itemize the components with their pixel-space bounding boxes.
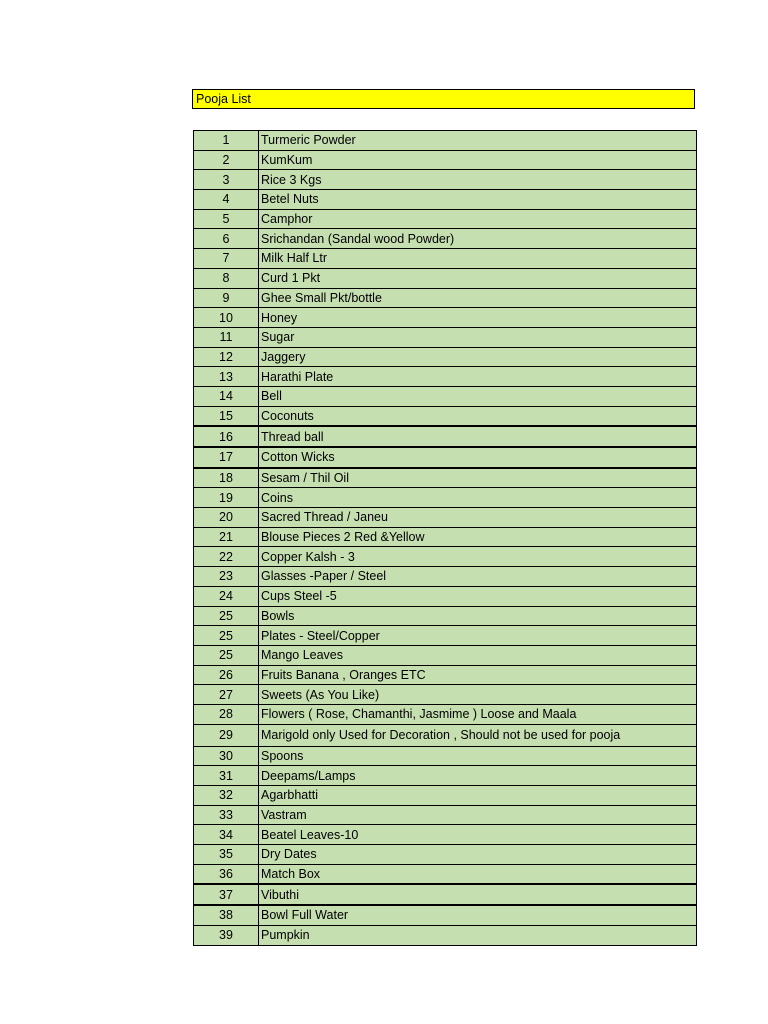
table-row	[194, 766, 697, 786]
item-name: Cups Steel -5	[259, 586, 697, 606]
item-number: 19	[194, 488, 259, 508]
table-body	[194, 131, 697, 946]
item-name: Copper Kalsh - 3	[259, 547, 697, 567]
item-name: Harathi Plate	[259, 367, 697, 387]
table-row	[194, 567, 697, 587]
item-name: Jaggery	[259, 347, 697, 367]
item-number: 2	[194, 150, 259, 170]
table-row	[194, 626, 697, 646]
item-name: Srichandan (Sandal wood Powder)	[259, 229, 697, 249]
item-number: 35	[194, 845, 259, 865]
item-number: 14	[194, 386, 259, 406]
table-row	[194, 665, 697, 685]
item-number: 21	[194, 527, 259, 547]
item-number: 7	[194, 249, 259, 269]
item-name: Milk Half Ltr	[259, 249, 697, 269]
item-name: Coins	[259, 488, 697, 508]
table-row	[194, 864, 697, 884]
item-name: Deepams/Lamps	[259, 766, 697, 786]
pooja-items-table	[193, 130, 697, 946]
table-row	[194, 131, 697, 151]
item-number: 3	[194, 170, 259, 190]
item-number: 36	[194, 864, 259, 884]
item-number: 11	[194, 327, 259, 347]
item-number: 9	[194, 288, 259, 308]
table-row	[194, 925, 697, 945]
item-number: 4	[194, 190, 259, 210]
item-number: 25	[194, 606, 259, 626]
item-name: Honey	[259, 308, 697, 328]
item-name: Sesam / Thil Oil	[259, 468, 697, 488]
table-row	[194, 426, 697, 447]
item-name: KumKum	[259, 150, 697, 170]
item-name: Glasses -Paper / Steel	[259, 567, 697, 587]
item-name: Fruits Banana , Oranges ETC	[259, 665, 697, 685]
item-number: 27	[194, 685, 259, 705]
item-number: 29	[194, 724, 259, 746]
table-row	[194, 327, 697, 347]
table-row	[194, 288, 697, 308]
item-number: 28	[194, 704, 259, 724]
item-name: Vibuthi	[259, 884, 697, 905]
item-number: 1	[194, 131, 259, 151]
table-row	[194, 905, 697, 925]
item-number: 17	[194, 447, 259, 468]
table-row	[194, 746, 697, 766]
table-row	[194, 685, 697, 705]
table-row	[194, 347, 697, 367]
item-number: 15	[194, 406, 259, 426]
table-row	[194, 805, 697, 825]
item-name: Blouse Pieces 2 Red &Yellow	[259, 527, 697, 547]
item-name: Thread ball	[259, 426, 697, 447]
item-number: 30	[194, 746, 259, 766]
item-name: Flowers ( Rose, Chamanthi, Jasmime ) Loose and Maala	[259, 704, 697, 724]
table-row	[194, 547, 697, 567]
item-name: Sacred Thread / Janeu	[259, 508, 697, 528]
table-row	[194, 786, 697, 806]
table-row	[194, 190, 697, 210]
table-row	[194, 150, 697, 170]
item-name: Turmeric Powder	[259, 131, 697, 151]
item-name: Pumpkin	[259, 925, 697, 945]
item-name: Camphor	[259, 209, 697, 229]
item-number: 38	[194, 905, 259, 925]
item-name: Marigold only Used for Decoration , Should not be used for pooja	[259, 724, 697, 746]
item-name: Sweets (As You Like)	[259, 685, 697, 705]
table-row	[194, 884, 697, 905]
item-number: 5	[194, 209, 259, 229]
item-name: Bell	[259, 386, 697, 406]
item-name: Ghee Small Pkt/bottle	[259, 288, 697, 308]
item-name: Sugar	[259, 327, 697, 347]
item-name: Beatel Leaves-10	[259, 825, 697, 845]
item-name: Bowls	[259, 606, 697, 626]
table-row	[194, 308, 697, 328]
table-row	[194, 386, 697, 406]
table-row	[194, 468, 697, 488]
item-name: Bowl Full Water	[259, 905, 697, 925]
item-number: 25	[194, 645, 259, 665]
table-row	[194, 825, 697, 845]
item-number: 12	[194, 347, 259, 367]
table-row	[194, 586, 697, 606]
table-row	[194, 447, 697, 468]
item-number: 26	[194, 665, 259, 685]
item-number: 18	[194, 468, 259, 488]
table-row	[194, 249, 697, 269]
item-number: 6	[194, 229, 259, 249]
item-name: Cotton Wicks	[259, 447, 697, 468]
item-number: 25	[194, 626, 259, 646]
table-row	[194, 508, 697, 528]
table-row	[194, 170, 697, 190]
item-name: Vastram	[259, 805, 697, 825]
table-row	[194, 645, 697, 665]
table-row	[194, 527, 697, 547]
item-name: Agarbhatti	[259, 786, 697, 806]
item-number: 16	[194, 426, 259, 447]
table-row	[194, 606, 697, 626]
item-number: 37	[194, 884, 259, 905]
item-number: 22	[194, 547, 259, 567]
item-number: 23	[194, 567, 259, 587]
item-number: 33	[194, 805, 259, 825]
item-number: 31	[194, 766, 259, 786]
item-number: 20	[194, 508, 259, 528]
table-row	[194, 845, 697, 865]
table-row	[194, 724, 697, 746]
item-name: Mango Leaves	[259, 645, 697, 665]
item-number: 13	[194, 367, 259, 387]
item-name: Plates - Steel/Copper	[259, 626, 697, 646]
item-number: 34	[194, 825, 259, 845]
item-number: 8	[194, 268, 259, 288]
item-name: Spoons	[259, 746, 697, 766]
table-row	[194, 406, 697, 426]
table-row	[194, 268, 697, 288]
item-number: 10	[194, 308, 259, 328]
table-row	[194, 229, 697, 249]
item-name: Match Box	[259, 864, 697, 884]
item-name: Coconuts	[259, 406, 697, 426]
item-number: 24	[194, 586, 259, 606]
item-name: Curd 1 Pkt	[259, 268, 697, 288]
list-title: Pooja List	[192, 89, 695, 109]
item-name: Betel Nuts	[259, 190, 697, 210]
table-row	[194, 488, 697, 508]
table-row	[194, 209, 697, 229]
item-name: Dry Dates	[259, 845, 697, 865]
table-row	[194, 704, 697, 724]
item-name: Rice 3 Kgs	[259, 170, 697, 190]
table-row	[194, 367, 697, 387]
item-number: 39	[194, 925, 259, 945]
item-number: 32	[194, 786, 259, 806]
